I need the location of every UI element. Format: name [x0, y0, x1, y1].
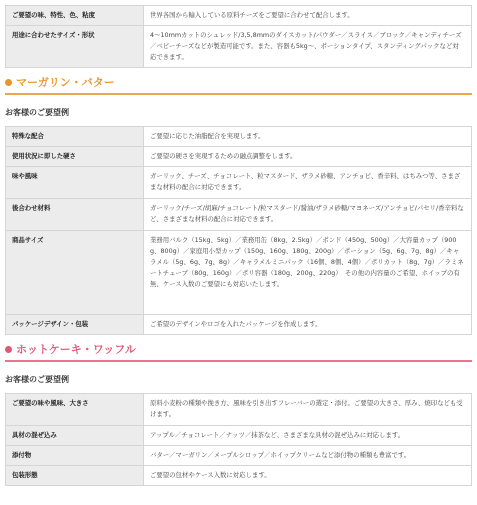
row-heading: 使用状況に即した硬さ [6, 147, 144, 167]
row-heading: 後合わせ材料 [6, 199, 144, 231]
table-row [6, 26, 472, 68]
row-value: アップル／チョコレート／ナッツ／抹茶など、さまざまな具材の混ぜ込みに対応します。 [144, 426, 472, 446]
row-value: ご希望のデザインやロゴを入れたパッケージを作成します。 [144, 315, 472, 335]
row-heading: 特殊な配合 [6, 127, 144, 147]
table-row [6, 199, 472, 231]
row-value: 原料小麦粉の種類や挽き方、風味を引き出すフレーバーの選定・添付。ご要望の大きさ、厚み、焼印なども受けます。 [144, 394, 472, 426]
section-title-hotcake [5, 341, 472, 362]
row-value: ガーリック、チーズ、チョコレート、粒マスタード、ザラメ砂糖、アンチョビ、香辛料、はちみつ等、さまざまな材料の配合に対応できます。 [144, 167, 472, 199]
section-title-text: マーガリン・バター [16, 76, 115, 89]
bullet-dot-icon [5, 346, 12, 353]
table-row [6, 426, 472, 446]
row-value: ご要望の硬さを実現するための融点調整をします。 [144, 147, 472, 167]
table-row [6, 6, 472, 26]
row-value: ガーリック/チーズ/胡麻/チョコレート/粒マスタード/醤油/ザラメ砂糖/マヨネーズ/アンチョビ/パセリ/香辛料など、さまざまな材料の配合に対応できます。 [144, 199, 472, 231]
section-title-margarine [5, 74, 472, 95]
table-row [6, 231, 472, 315]
request-examples-heading: お客様のご要望例 [5, 375, 69, 384]
request-examples-heading: お客様のご要望例 [5, 108, 69, 117]
section-title-text: ホットケーキ・ワッフル [16, 343, 136, 356]
row-heading: ご要望の味や風味、大きさ [6, 394, 144, 426]
table-row [6, 446, 472, 466]
table-row [6, 394, 472, 426]
row-value: 業務用バルク（15kg、5kg）／業務用缶（8kg、2.5kg）／ポンド（450g、500g）／大容量カップ（900g、800g）／家庭用小型カップ（150g、160g、180g、200g）／ポーション（5g、6g、7g、8g）／キャラメル（5g、6g、7g、8g）／キャラメルミニパック（16個、8個、4個）／ポリカット（8g、7g）／ラミネートチューブ（80g、160g）／ポリ容器（180g、200g、220g） その他の内容量のご希望、ホイップの有無、ケース入数のご要望にも対応いたします。 [144, 231, 472, 315]
row-value: 4～10mmカットのシュレッド/3,5,8mmのダイスカット/パウダー／スライス／ブロック／キャンディチーズ／ベビーチーズなどが製造可能です。また、容器も5kg～、ポーションタイプ、スタンディングパックなど対応できます。 [144, 26, 472, 68]
row-value: バター／マーガリン／メープルシロップ／ホイップクリームなど添付物の種類も豊富です。 [144, 446, 472, 466]
row-heading: 包装形態 [6, 466, 144, 486]
top-spec-table [5, 5, 472, 68]
row-value: ご要望の包材やケース入数に対応します。 [144, 466, 472, 486]
row-heading: 味や風味 [6, 167, 144, 199]
table-row [6, 167, 472, 199]
table-row [6, 315, 472, 335]
row-heading: パッケージデザイン・包装 [6, 315, 144, 335]
row-heading: 商品サイズ [6, 231, 144, 315]
row-heading: 用途に合わせたサイズ・形状 [6, 26, 144, 68]
margarine-spec-table [5, 126, 472, 335]
row-heading: ご要望の味、特性、色、粘度 [6, 6, 144, 26]
row-heading: 具材の混ぜ込み [6, 426, 144, 446]
row-value: ご要望に応じた油脂配合を実現します。 [144, 127, 472, 147]
bullet-dot-icon [5, 79, 12, 86]
hotcake-spec-table [5, 393, 472, 486]
table-row [6, 147, 472, 167]
row-value: 世界各国から輸入している原料チーズをご要望に合わせて配合します。 [144, 6, 472, 26]
page [0, 5, 477, 486]
table-row [6, 127, 472, 147]
row-heading: 添付物 [6, 446, 144, 466]
table-row [6, 466, 472, 486]
